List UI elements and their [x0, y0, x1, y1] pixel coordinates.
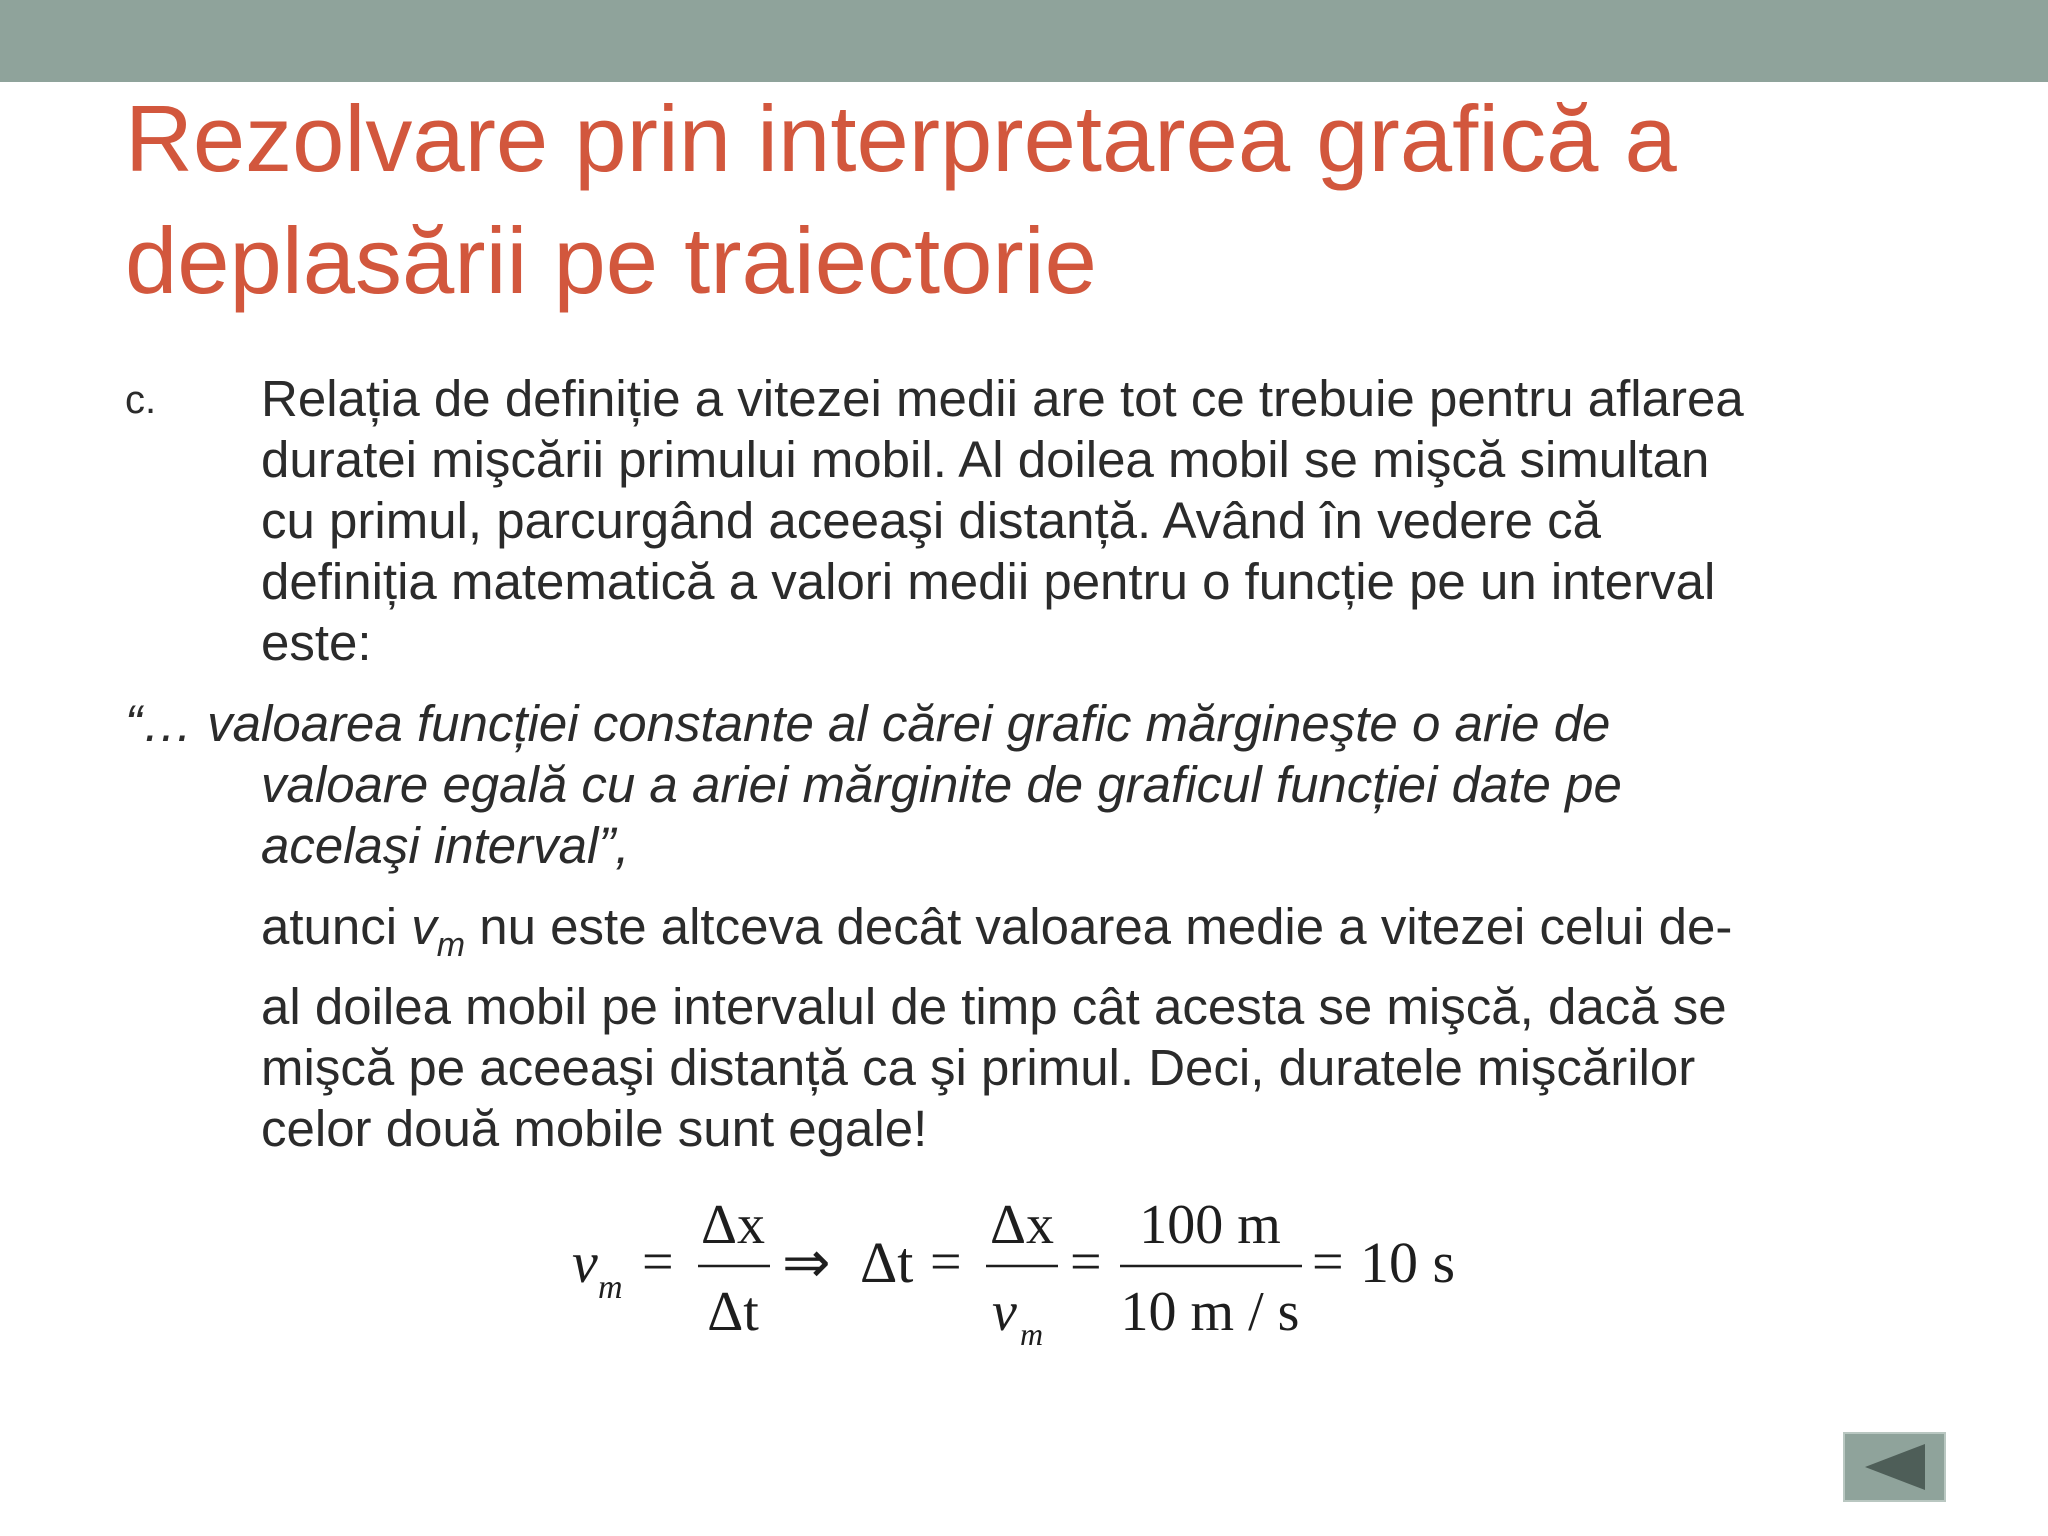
slide-title: [125, 78, 1975, 322]
formula-result: 10 s: [1360, 1230, 1456, 1295]
conclusion-line: celor două mobile sunt egale!: [261, 1100, 928, 1157]
velocity-symbol: v: [411, 898, 437, 955]
formula-lhs-var: v: [572, 1230, 598, 1295]
conclusion-text-rest: nu este altceva decât valoarea medie a vitezei celui de-: [465, 898, 1733, 955]
quote-line: “… valoarea funcției constante al cărei grafic mărgineşte o arie de: [125, 695, 1611, 752]
velocity-subscript: m: [436, 926, 466, 964]
paragraph-line: este:: [261, 614, 372, 671]
fraction-2-denominator-sub: m: [1020, 1316, 1044, 1352]
formula-implies: ⇒: [782, 1230, 831, 1295]
formula-equals-2: =: [930, 1231, 962, 1293]
triangle-left-icon: [1845, 1434, 1944, 1500]
paragraph-line: definiția matematică a valori medii pentru o funcție pe un interval: [261, 553, 1716, 610]
formula-equals-3: =: [1070, 1231, 1102, 1293]
fraction-3-numerator: 100 m: [1139, 1194, 1281, 1256]
list-item-c: [125, 368, 1985, 673]
fraction-2-denominator-var: v: [992, 1281, 1017, 1343]
quote-line: valoare egală cu a ariei mărginite de graficul funcției date pe: [261, 756, 1622, 813]
title-line-1: Rezolvare prin interpretarea grafică a: [125, 86, 1677, 191]
top-bar: [0, 0, 2048, 82]
fraction-2-numerator: Δx: [989, 1194, 1055, 1256]
paragraph-line: duratei mişcării primului mobil. Al doilea mobil se mişcă simultan: [261, 431, 1710, 488]
previous-slide-button[interactable]: [1843, 1432, 1946, 1502]
title-line-2: deplasării pe traiectorie: [125, 208, 1097, 313]
definition-quote: [125, 693, 1985, 876]
formula: [560, 1180, 1540, 1370]
conclusion-line: al doilea mobil pe intervalul de timp cât acesta se mişcă, dacă se: [261, 978, 1727, 1035]
conclusion-line: [261, 896, 1985, 976]
slide-body: [125, 368, 1985, 1159]
conclusion-paragraph: [125, 896, 1985, 1159]
fraction-1-denominator: Δt: [707, 1281, 759, 1343]
conclusion-text-start: atunci: [261, 898, 412, 955]
fraction-1-numerator: Δx: [700, 1194, 766, 1256]
conclusion-line: mişcă pe aceeaşi distanță ca şi primul. Deci, duratele mişcărilor: [261, 1039, 1696, 1096]
quote-line: acelaşi interval”,: [261, 817, 630, 874]
paragraph-line: cu primul, parcurgând aceeaşi distanță. Având în vedere că: [261, 492, 1602, 549]
formula-equals-1: =: [642, 1231, 674, 1293]
formula-delta-t: Δt: [860, 1230, 914, 1295]
item-marker: c.: [125, 378, 157, 422]
fraction-3-denominator: 10 m / s: [1120, 1281, 1300, 1343]
paragraph-line: Relația de definiție a vitezei medii are tot ce trebuie pentru aflarea: [261, 370, 1744, 427]
formula-lhs-sub: m: [598, 1269, 623, 1306]
formula-equals-4: =: [1312, 1231, 1344, 1293]
